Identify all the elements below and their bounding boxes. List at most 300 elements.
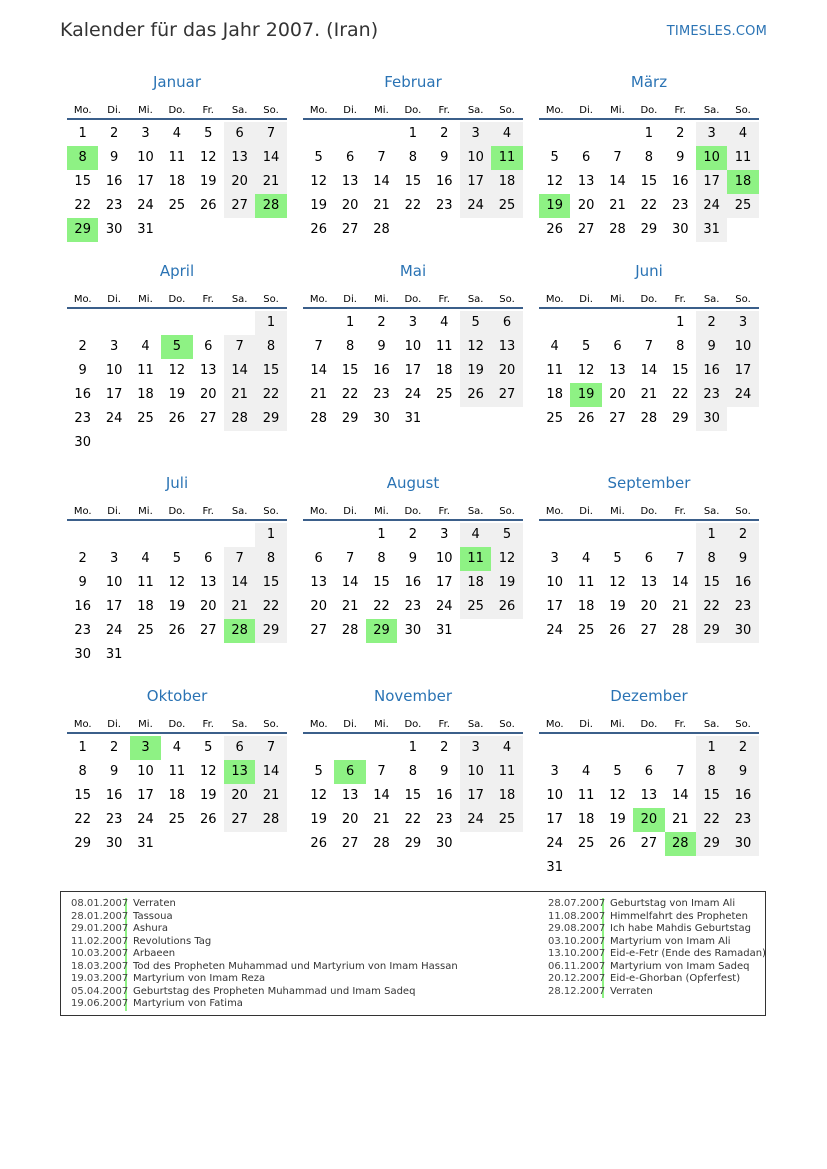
day-cell[interactable]: 19 [570,383,601,407]
day-cell[interactable]: 20 [577,198,595,213]
day-cell[interactable]: 2 [440,126,449,141]
day-cell[interactable]: 29 [696,619,727,643]
day-cell[interactable]: 5 [314,150,323,165]
day-cell[interactable]: 23 [435,812,453,827]
day-cell[interactable]: 29 [366,619,397,643]
day-cell[interactable]: 22 [696,595,727,619]
day-cell[interactable]: 16 [671,174,689,189]
day-cell[interactable]: 30 [404,623,422,638]
day-cell[interactable]: 22 [404,812,422,827]
day-cell[interactable]: 31 [137,222,154,237]
day-cell[interactable]: 13 [199,363,217,378]
day-cell[interactable]: 23 [435,198,453,213]
day-cell[interactable]: 16 [373,363,390,378]
day-cell[interactable]: 28 [310,411,327,426]
day-cell[interactable]: 7 [255,736,286,760]
day-cell[interactable]: 13 [577,174,595,189]
day-cell[interactable]: 19 [199,788,217,803]
day-cell[interactable]: 12 [168,363,186,378]
day-cell[interactable]: 28 [255,808,286,832]
day-cell[interactable]: 25 [577,836,595,851]
day-cell[interactable]: 28 [224,619,255,643]
day-cell[interactable]: 23 [74,411,91,426]
day-cell[interactable]: 30 [373,411,390,426]
day-cell[interactable]: 16 [105,788,123,803]
day-cell[interactable]: 17 [696,170,727,194]
day-cell[interactable]: 12 [609,788,626,803]
day-cell[interactable]: 28 [255,194,286,218]
day-cell[interactable]: 1 [644,126,653,141]
day-cell[interactable]: 2 [109,126,119,141]
day-cell[interactable]: 7 [255,122,286,146]
day-cell[interactable]: 30 [727,619,758,643]
day-cell[interactable]: 25 [460,595,491,619]
day-cell[interactable]: 15 [404,788,422,803]
day-cell[interactable]: 18 [137,387,154,402]
day-cell[interactable]: 23 [696,383,727,407]
day-cell[interactable]: 16 [74,387,91,402]
day-cell[interactable]: 4 [141,551,150,566]
day-cell[interactable]: 1 [676,315,685,330]
day-cell[interactable]: 6 [314,551,323,566]
day-cell[interactable]: 21 [671,599,689,614]
day-cell[interactable]: 12 [168,575,186,590]
day-cell[interactable]: 8 [696,547,727,571]
day-cell[interactable]: 4 [491,122,522,146]
day-cell[interactable]: 15 [640,174,658,189]
day-cell[interactable]: 12 [609,575,626,590]
day-cell[interactable]: 9 [78,363,87,378]
day-cell[interactable]: 25 [168,812,186,827]
day-cell[interactable]: 1 [78,126,87,141]
day-cell[interactable]: 25 [435,387,453,402]
day-cell[interactable]: 3 [141,126,150,141]
day-cell[interactable]: 23 [404,599,422,614]
day-cell[interactable]: 31 [435,623,453,638]
day-cell[interactable]: 7 [224,547,255,571]
day-cell[interactable]: 19 [168,599,186,614]
day-cell[interactable]: 22 [640,198,658,213]
day-cell[interactable]: 15 [74,788,91,803]
day-cell[interactable]: 29 [341,411,359,426]
day-cell[interactable]: 14 [224,571,255,595]
day-cell[interactable]: 26 [168,411,186,426]
day-cell[interactable]: 25 [491,194,522,218]
day-cell[interactable]: 26 [491,595,522,619]
day-cell[interactable]: 6 [345,150,355,165]
day-cell[interactable]: 2 [727,523,758,547]
day-cell[interactable]: 14 [255,146,286,170]
day-cell[interactable]: 20 [310,599,327,614]
day-cell[interactable]: 18 [727,170,758,194]
day-cell[interactable]: 4 [727,122,758,146]
day-cell[interactable]: 31 [105,647,123,662]
day-cell[interactable]: 1 [696,523,727,547]
day-cell[interactable]: 16 [404,575,422,590]
day-cell[interactable]: 21 [255,784,286,808]
day-cell[interactable]: 16 [435,788,453,803]
day-cell[interactable]: 15 [341,363,359,378]
day-cell[interactable]: 24 [435,599,453,614]
day-cell[interactable]: 6 [644,551,653,566]
day-cell[interactable]: 11 [168,764,186,779]
day-cell[interactable]: 5 [613,764,622,779]
day-cell[interactable]: 29 [671,411,689,426]
day-cell[interactable]: 12 [310,174,327,189]
day-cell[interactable]: 23 [671,198,689,213]
day-cell[interactable]: 5 [550,150,559,165]
day-cell[interactable]: 11 [137,363,154,378]
day-cell[interactable]: 8 [644,150,653,165]
day-cell[interactable]: 9 [408,551,417,566]
day-cell[interactable]: 13 [224,760,255,784]
day-cell[interactable]: 30 [74,435,91,450]
day-cell[interactable]: 2 [408,527,417,542]
day-cell[interactable]: 12 [199,150,217,165]
day-cell[interactable]: 28 [373,222,390,237]
day-cell[interactable]: 22 [696,808,727,832]
day-cell[interactable]: 5 [172,551,181,566]
day-cell[interactable]: 10 [404,339,422,354]
day-cell[interactable]: 11 [727,146,758,170]
day-cell[interactable]: 20 [341,198,359,213]
day-cell[interactable]: 25 [137,623,154,638]
day-cell[interactable]: 1 [377,527,386,542]
day-cell[interactable]: 12 [491,547,522,571]
day-cell[interactable]: 28 [671,623,689,638]
day-cell[interactable]: 5 [460,311,491,335]
day-cell[interactable]: 25 [727,194,758,218]
day-cell[interactable]: 21 [224,595,255,619]
day-cell[interactable]: 30 [435,836,453,851]
day-cell[interactable]: 17 [105,599,123,614]
day-cell[interactable]: 23 [105,812,123,827]
day-cell[interactable]: 3 [550,551,559,566]
day-cell[interactable]: 18 [577,812,595,827]
day-cell[interactable]: 17 [404,363,422,378]
day-cell[interactable]: 17 [460,170,491,194]
day-cell[interactable]: 24 [105,623,123,638]
day-cell[interactable]: 31 [546,860,563,875]
day-cell[interactable]: 8 [255,335,286,359]
day-cell[interactable]: 6 [204,339,213,354]
day-cell[interactable]: 30 [105,836,123,851]
day-cell[interactable]: 29 [255,407,286,431]
day-cell[interactable]: 29 [640,222,658,237]
day-cell[interactable]: 31 [696,218,727,242]
day-cell[interactable]: 3 [109,339,119,354]
day-cell[interactable]: 8 [696,760,727,784]
day-cell[interactable]: 12 [310,788,327,803]
day-cell[interactable]: 16 [696,359,727,383]
day-cell[interactable]: 15 [255,359,286,383]
day-cell[interactable]: 10 [460,760,491,784]
day-cell[interactable]: 1 [408,126,417,141]
day-cell[interactable]: 24 [460,194,491,218]
day-cell[interactable]: 19 [609,599,626,614]
day-cell[interactable]: 5 [204,740,213,755]
day-cell[interactable]: 28 [373,836,390,851]
day-cell[interactable]: 7 [676,551,685,566]
day-cell[interactable]: 4 [581,551,591,566]
day-cell[interactable]: 22 [74,198,91,213]
day-cell[interactable]: 22 [255,383,286,407]
day-cell[interactable]: 10 [696,146,727,170]
day-cell[interactable]: 16 [105,174,123,189]
day-cell[interactable]: 1 [78,740,87,755]
day-cell[interactable]: 17 [460,784,491,808]
day-cell[interactable]: 14 [255,760,286,784]
day-cell[interactable]: 29 [404,836,422,851]
day-cell[interactable]: 18 [435,363,453,378]
day-cell[interactable]: 15 [696,784,727,808]
day-cell[interactable]: 7 [345,551,355,566]
day-cell[interactable]: 13 [640,575,658,590]
day-cell[interactable]: 27 [640,836,658,851]
day-cell[interactable]: 9 [109,764,119,779]
day-cell[interactable]: 20 [633,808,664,832]
day-cell[interactable]: 27 [199,411,217,426]
day-cell[interactable]: 14 [341,575,359,590]
day-cell[interactable]: 15 [255,571,286,595]
day-cell[interactable]: 29 [255,619,286,643]
day-cell[interactable]: 16 [727,571,758,595]
day-cell[interactable]: 2 [78,339,87,354]
day-cell[interactable]: 14 [373,174,390,189]
day-cell[interactable]: 22 [671,387,689,402]
day-cell[interactable]: 22 [404,198,422,213]
day-cell[interactable]: 4 [581,764,591,779]
day-cell[interactable]: 6 [581,150,591,165]
day-cell[interactable]: 6 [224,736,255,760]
day-cell[interactable]: 4 [141,339,150,354]
day-cell[interactable]: 6 [204,551,213,566]
day-cell[interactable]: 23 [373,387,390,402]
day-cell[interactable]: 12 [460,335,491,359]
day-cell[interactable]: 20 [199,599,217,614]
day-cell[interactable]: 12 [577,363,595,378]
day-cell[interactable]: 7 [676,764,685,779]
day-cell[interactable]: 28 [341,623,359,638]
day-cell[interactable]: 4 [550,339,559,354]
day-cell[interactable]: 24 [137,198,154,213]
day-cell[interactable]: 7 [377,764,386,779]
day-cell[interactable]: 3 [696,122,727,146]
day-cell[interactable]: 5 [314,764,323,779]
day-cell[interactable]: 7 [314,339,323,354]
day-cell[interactable]: 8 [345,339,355,354]
day-cell[interactable]: 23 [105,198,123,213]
day-cell[interactable]: 24 [546,623,563,638]
day-cell[interactable]: 18 [491,784,522,808]
day-cell[interactable]: 28 [640,411,658,426]
day-cell[interactable]: 24 [696,194,727,218]
day-cell[interactable]: 26 [168,623,186,638]
day-cell[interactable]: 23 [727,595,758,619]
day-cell[interactable]: 4 [460,523,491,547]
day-cell[interactable]: 17 [137,788,154,803]
day-cell[interactable]: 26 [310,836,327,851]
day-cell[interactable]: 12 [546,174,563,189]
day-cell[interactable]: 21 [373,812,390,827]
day-cell[interactable]: 28 [665,832,696,856]
day-cell[interactable]: 28 [609,222,626,237]
day-cell[interactable]: 21 [671,812,689,827]
day-cell[interactable]: 3 [109,551,119,566]
day-cell[interactable]: 11 [460,547,491,571]
day-cell[interactable]: 3 [440,527,449,542]
day-cell[interactable]: 13 [640,788,658,803]
day-cell[interactable]: 24 [460,808,491,832]
day-cell[interactable]: 25 [546,411,563,426]
day-cell[interactable]: 19 [609,812,626,827]
day-cell[interactable]: 3 [460,736,491,760]
day-cell[interactable]: 5 [491,523,522,547]
day-cell[interactable]: 15 [74,174,91,189]
day-cell[interactable]: 13 [224,146,255,170]
day-cell[interactable]: 9 [440,150,449,165]
day-cell[interactable]: 15 [696,571,727,595]
day-cell[interactable]: 3 [408,315,417,330]
day-cell[interactable]: 9 [727,547,758,571]
day-cell[interactable]: 11 [168,150,186,165]
day-cell[interactable]: 31 [137,836,154,851]
day-cell[interactable]: 9 [78,575,87,590]
day-cell[interactable]: 22 [74,812,91,827]
day-cell[interactable]: 26 [609,623,626,638]
day-cell[interactable]: 18 [168,788,186,803]
day-cell[interactable]: 13 [341,174,359,189]
day-cell[interactable]: 1 [345,315,355,330]
day-cell[interactable]: 15 [671,363,689,378]
day-cell[interactable]: 23 [727,808,758,832]
day-cell[interactable]: 19 [539,194,570,218]
day-cell[interactable]: 9 [109,150,119,165]
day-cell[interactable]: 6 [613,339,622,354]
day-cell[interactable]: 7 [377,150,386,165]
day-cell[interactable]: 20 [341,812,359,827]
day-cell[interactable]: 19 [491,571,522,595]
day-cell[interactable]: 1 [255,523,286,547]
day-cell[interactable]: 27 [609,411,626,426]
day-cell[interactable]: 10 [727,335,758,359]
day-cell[interactable]: 13 [491,335,522,359]
day-cell[interactable]: 14 [640,363,658,378]
day-cell[interactable]: 28 [224,407,255,431]
day-cell[interactable]: 11 [577,575,595,590]
day-cell[interactable]: 4 [172,126,181,141]
day-cell[interactable]: 9 [377,339,386,354]
day-cell[interactable]: 26 [577,411,595,426]
day-cell[interactable]: 22 [373,599,390,614]
day-cell[interactable]: 11 [577,788,595,803]
day-cell[interactable]: 2 [78,551,87,566]
day-cell[interactable]: 11 [491,760,522,784]
day-cell[interactable]: 20 [609,387,626,402]
day-cell[interactable]: 8 [67,146,98,170]
day-cell[interactable]: 6 [224,122,255,146]
day-cell[interactable]: 19 [168,387,186,402]
day-cell[interactable]: 26 [460,383,491,407]
day-cell[interactable]: 24 [105,411,123,426]
day-cell[interactable]: 10 [546,575,563,590]
day-cell[interactable]: 3 [550,764,559,779]
day-cell[interactable]: 25 [137,411,154,426]
day-cell[interactable]: 9 [440,764,449,779]
day-cell[interactable]: 18 [546,387,563,402]
day-cell[interactable]: 27 [491,383,522,407]
day-cell[interactable]: 26 [199,812,217,827]
day-cell[interactable]: 11 [546,363,563,378]
day-cell[interactable]: 19 [199,174,217,189]
day-cell[interactable]: 11 [137,575,154,590]
day-cell[interactable]: 26 [609,836,626,851]
day-cell[interactable]: 17 [105,387,123,402]
day-cell[interactable]: 18 [577,599,595,614]
day-cell[interactable]: 3 [460,122,491,146]
day-cell[interactable]: 17 [435,575,453,590]
day-cell[interactable]: 2 [727,736,758,760]
day-cell[interactable]: 19 [310,198,327,213]
day-cell[interactable]: 27 [224,808,255,832]
day-cell[interactable]: 18 [137,599,154,614]
day-cell[interactable]: 3 [130,736,161,760]
day-cell[interactable]: 2 [440,740,449,755]
day-cell[interactable]: 27 [640,623,658,638]
day-cell[interactable]: 17 [137,174,154,189]
day-cell[interactable]: 17 [546,599,563,614]
day-cell[interactable]: 2 [109,740,119,755]
day-cell[interactable]: 10 [105,363,123,378]
day-cell[interactable]: 30 [671,222,689,237]
brand-link[interactable]: TIMESLES.COM [666,24,767,39]
day-cell[interactable]: 27 [224,194,255,218]
day-cell[interactable]: 5 [161,335,192,359]
day-cell[interactable]: 5 [613,551,622,566]
day-cell[interactable]: 1 [255,311,286,335]
day-cell[interactable]: 27 [199,623,217,638]
day-cell[interactable]: 8 [78,764,87,779]
day-cell[interactable]: 11 [491,146,522,170]
day-cell[interactable]: 9 [727,760,758,784]
day-cell[interactable]: 14 [609,174,626,189]
day-cell[interactable]: 18 [491,170,522,194]
day-cell[interactable]: 25 [577,623,595,638]
day-cell[interactable]: 16 [74,599,91,614]
day-cell[interactable]: 30 [74,647,91,662]
day-cell[interactable]: 25 [491,808,522,832]
day-cell[interactable]: 24 [727,383,758,407]
day-cell[interactable]: 29 [67,218,98,242]
day-cell[interactable]: 3 [727,311,758,335]
day-cell[interactable]: 31 [404,411,422,426]
day-cell[interactable]: 20 [224,784,255,808]
day-cell[interactable]: 8 [676,339,685,354]
day-cell[interactable]: 8 [377,551,386,566]
day-cell[interactable]: 17 [727,359,758,383]
day-cell[interactable]: 20 [199,387,217,402]
day-cell[interactable]: 29 [696,832,727,856]
day-cell[interactable]: 30 [696,407,727,431]
day-cell[interactable]: 12 [199,764,217,779]
day-cell[interactable]: 4 [172,740,181,755]
day-cell[interactable]: 14 [224,359,255,383]
day-cell[interactable]: 5 [581,339,591,354]
day-cell[interactable]: 13 [310,575,327,590]
day-cell[interactable]: 21 [310,387,327,402]
day-cell[interactable]: 8 [408,764,417,779]
day-cell[interactable]: 10 [137,150,154,165]
